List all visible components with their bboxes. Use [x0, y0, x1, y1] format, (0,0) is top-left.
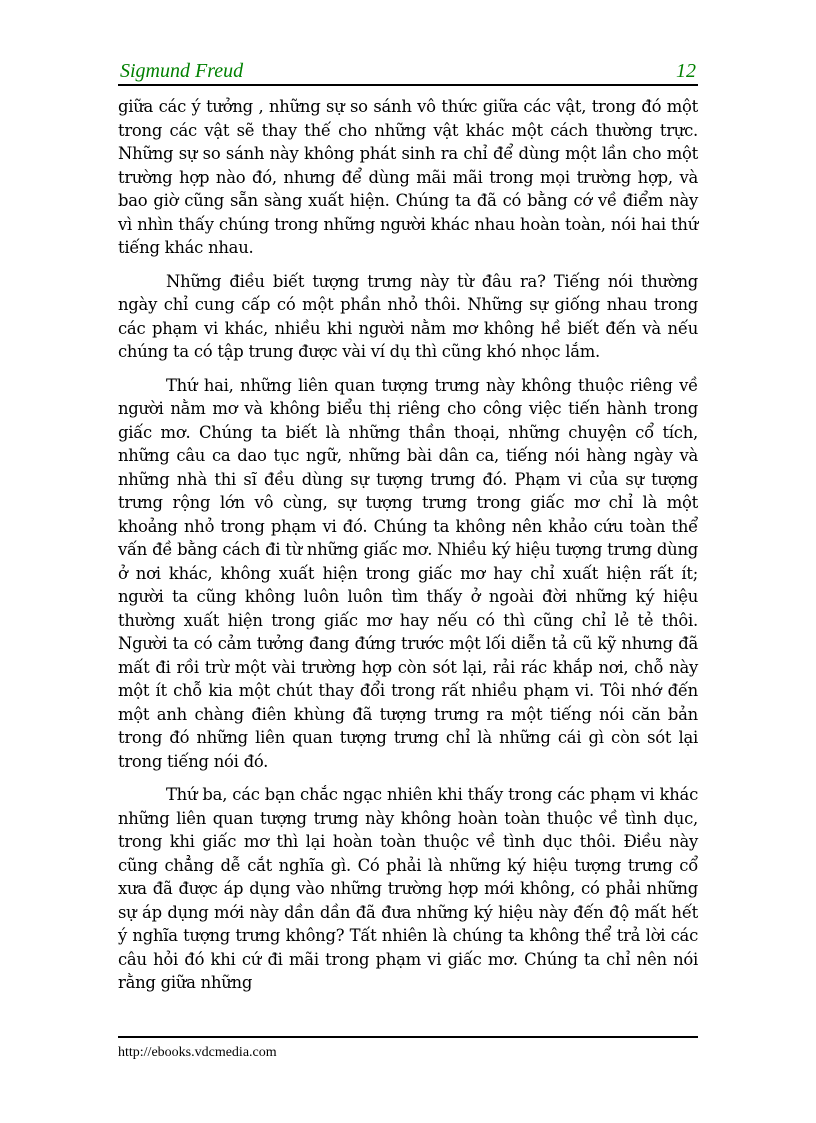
header-divider: [118, 84, 698, 86]
page-number: 12: [676, 60, 696, 82]
footer-divider: [118, 1036, 698, 1038]
paragraph-continuation: giữa các ý tưởng , những sự so sánh vô thức giữa các vật, trong đó một trong các vật sẽ thay thế cho những vật khác một cách thường trực. Những sự so sánh này không phát sinh ra chỉ để dùng một lần cho một trường hợp nào đó, nhưng để dùng mãi mãi trong mọi trường hợp, và bao giờ cũng sẵn sàng xuất hiện. Chúng ta đã có bằng cớ về điểm này vì nhìn thấy chúng trong những người khác nhau hoàn toàn, nói hai thứ tiếng khác nhau.: [118, 97, 698, 257]
paragraph: Những điều biết tượng trưng này từ đâu ra? Tiếng nói thường ngày chỉ cung cấp có một phần nhỏ thôi. Những sự giống nhau trong các phạm vi khác, nhiều khi người nằm mơ không hề biết đến và nếu chúng ta có tập trung được vài ví dụ thì cũng khó nhọc lắm.: [118, 271, 698, 361]
header-author: Sigmund Freud: [120, 60, 244, 82]
body-text: [118, 95, 698, 1005]
paragraph: Thứ ba, các bạn chắc ngạc nhiên khi thấy trong các phạm vi khác những liên quan tượng trưng này không hoàn toàn thuộc về tình dục, trong khi giấc mơ thì lại hoàn toàn thuộc về tình dục thôi. Điều này cũng chẳng dễ cắt nghĩa gì. Có phải là những ký hiệu tượng trưng cổ xưa đã được áp dụng vào những trường hợp mới không, có phải những sự áp dụng mới này dần dần đã đưa những ký hiệu này đến độ mất hết ý nghĩa tượng trưng không? Tất nhiên là chúng ta không thể trả lời các câu hỏi đó khi cứ đi mãi trong phạm vi giấc mơ. Chúng ta chỉ nên nói rằng giữa những: [118, 785, 698, 992]
paragraph: Thứ hai, những liên quan tượng trưng này không thuộc riêng về người nằm mơ và không biểu thị riêng cho công việc tiến hành trong giấc mơ. Chúng ta biết là những thần thoại, những chuyện cổ tích, những câu ca dao tục ngữ, những bài dân ca, tiếng nói hàng ngày và những nhà thi sĩ đều dùng sự tượng trưng đó. Phạm vi của sự tượng trưng rộng lớn vô cùng, sự tượng trưng trong giấc mơ chỉ là một khoảng nhỏ trong phạm vi đó. Chúng ta không nên khảo cứu toàn thể vấn đề bằng cách đi từ những giấc mơ. Nhiều ký hiệu tượng trưng dùng ở nơi khác, không xuất hiện trong giấc mơ hay chỉ xuất hiện rất ít; người ta cũng không luôn luôn tìm thấy ở ngoài đời những ký hiệu thường xuất hiện trong giấc mơ hay nếu có thì cũng chỉ lẻ tẻ thôi. Người ta có cảm tưởng đang đứng trước một lối diễn tả cũ kỹ nhưng đã mất đi rồi trừ một vài trường hợp còn sót lại, rải rác khắp nơi, chỗ này một ít chỗ kia một chút thay đổi trong rất nhiều phạm vi. Tôi nhớ đến một anh chàng điên khùng đã tượng trưng ra một tiếng nói căn bản trong đó những liên quan tượng trưng chỉ là những cái gì còn sót lại trong tiếng nói đó.: [118, 375, 698, 771]
footer-url[interactable]: http://ebooks.vdcmedia.com: [118, 1045, 277, 1060]
page-header: [118, 58, 698, 84]
